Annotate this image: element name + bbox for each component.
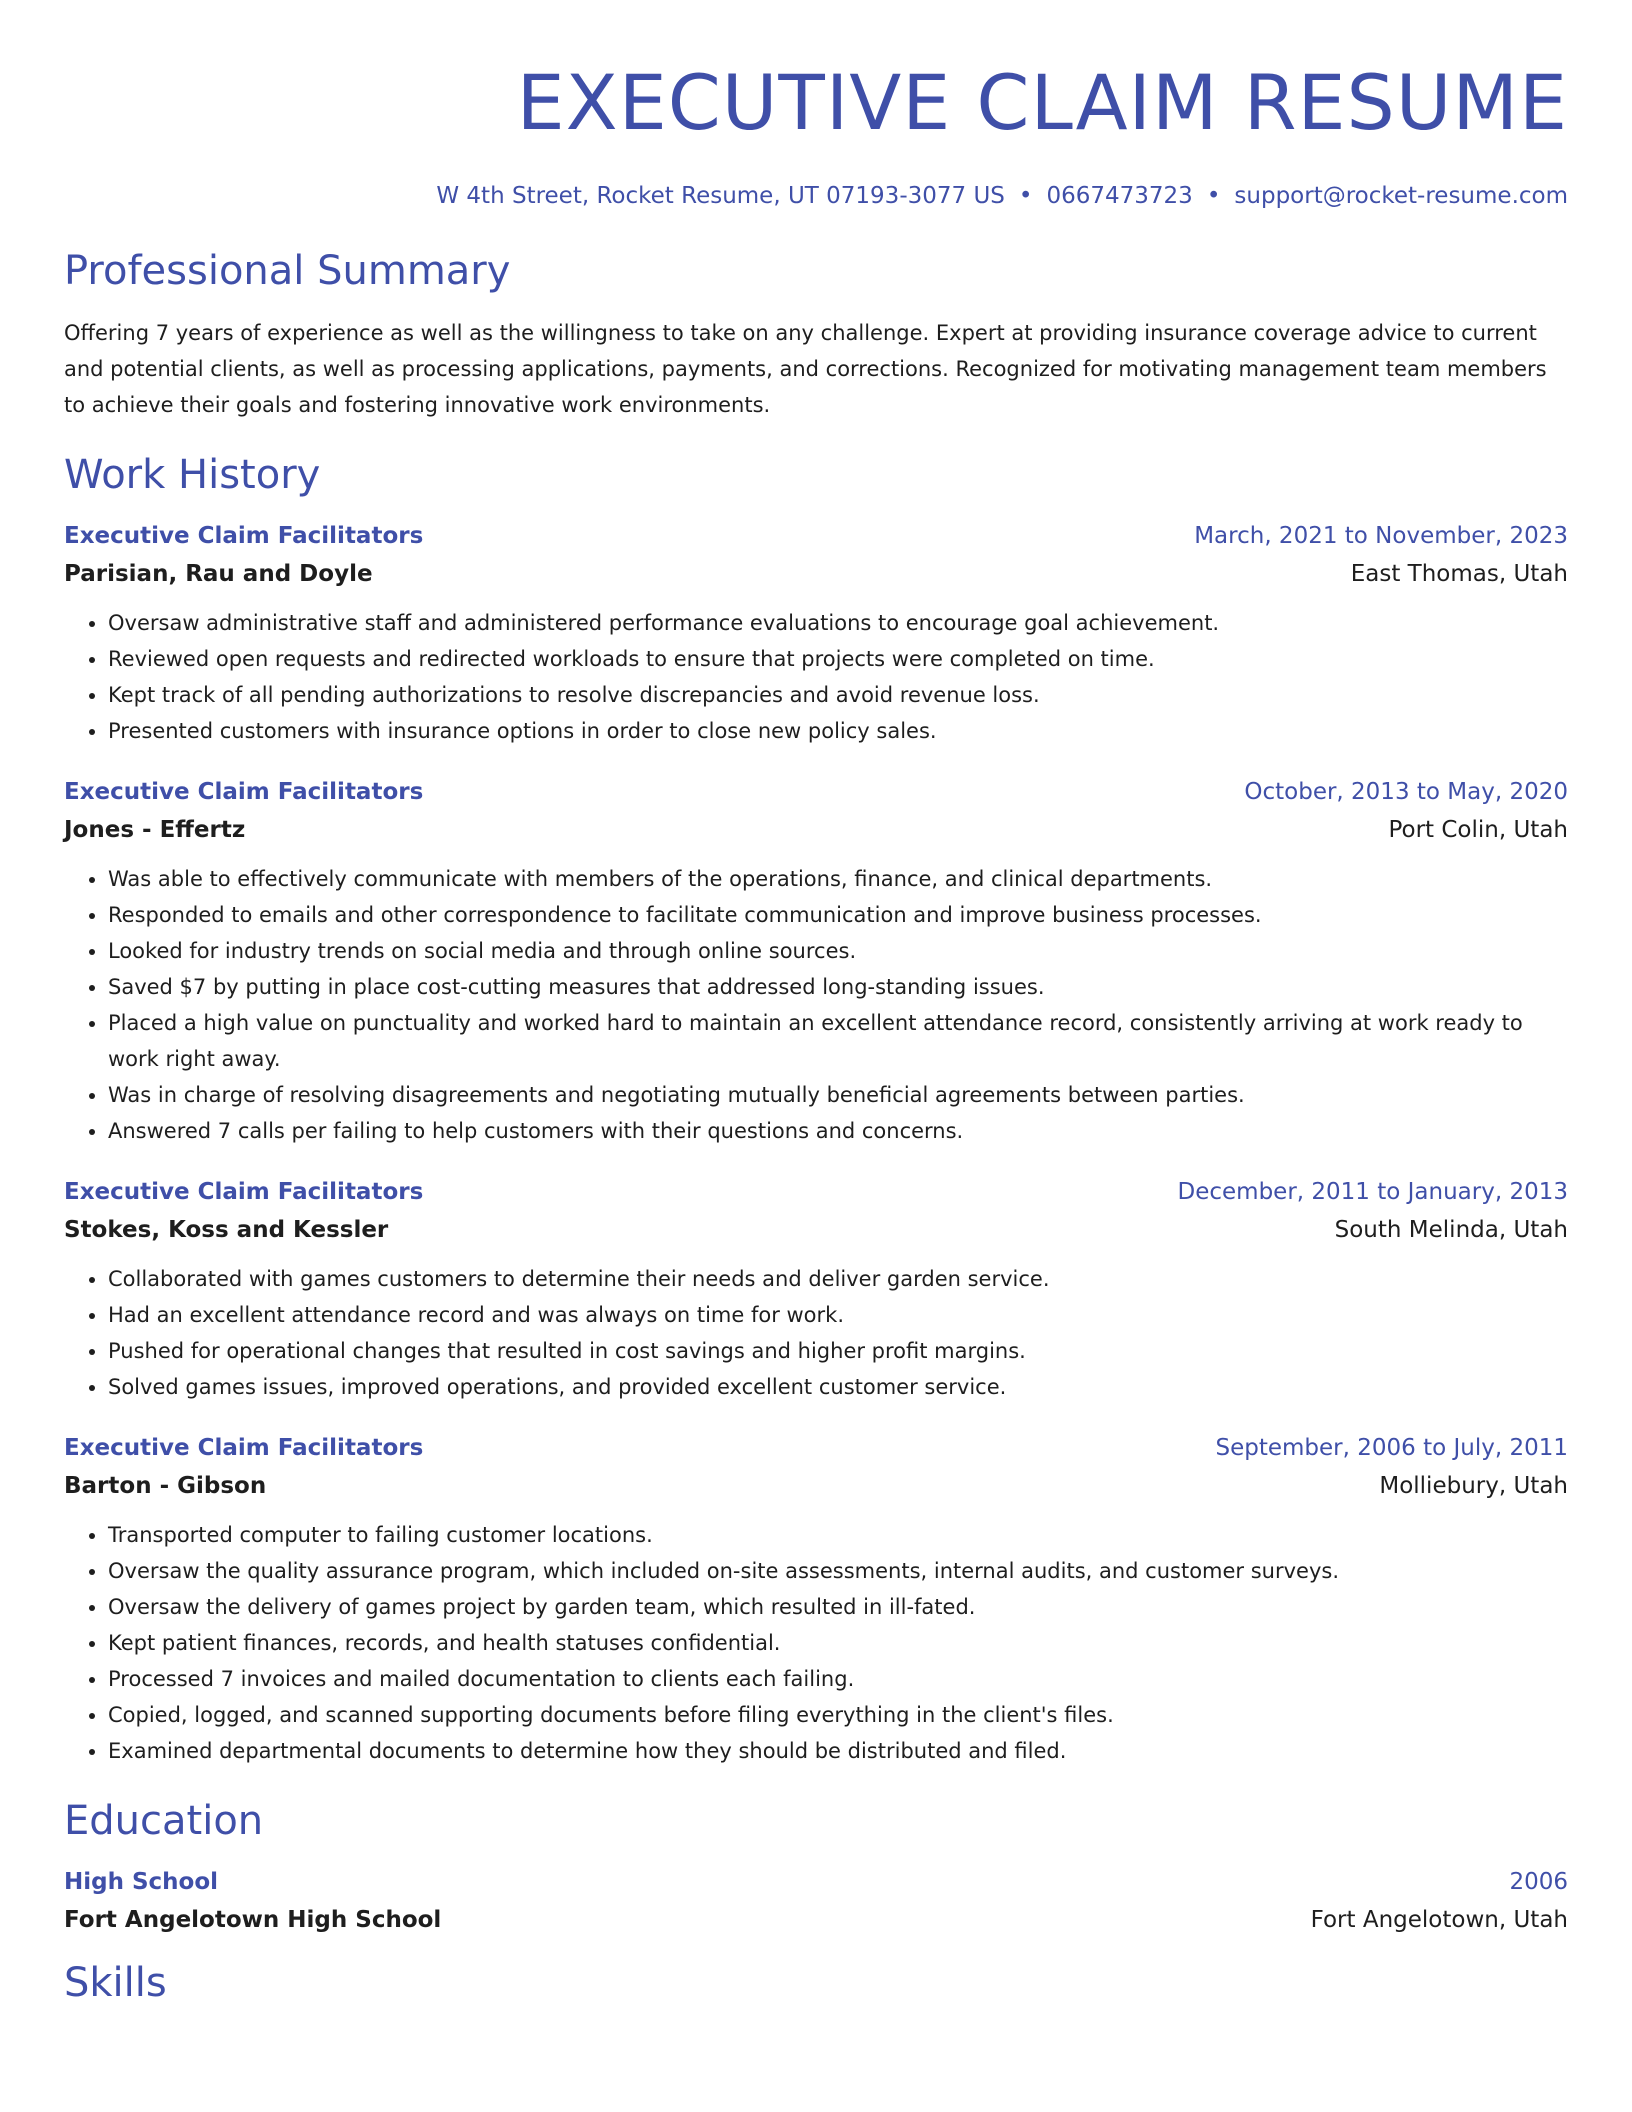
bullet-item: • Collaborated with games customers to determine their needs and deliver garden service. <box>108 1261 1568 1297</box>
job-bullets <box>64 861 1568 1149</box>
resume-page <box>64 0 1568 2009</box>
bullet-item: • Copied, logged, and scanned supporting documents before filing everything in the client's files. <box>108 1697 1568 1733</box>
bullet-item: • Placed a high value on punctuality and worked hard to maintain an excellent attendance record, consistently arriving at work ready to work right away. <box>108 1005 1568 1077</box>
bullet-item: • Processed 7 invoices and mailed documentation to clients each failing. <box>108 1661 1568 1697</box>
job-bullets <box>64 1261 1568 1405</box>
bullet-item: • Solved games issues, improved operations, and provided excellent customer service. <box>108 1369 1568 1405</box>
job-dates: October, 2013 to May, 2020 <box>1244 779 1568 805</box>
job-role: Executive Claim Facilitators <box>64 1179 424 1205</box>
job-dates: March, 2021 to November, 2023 <box>1194 523 1568 549</box>
job-bullets <box>64 1517 1568 1769</box>
bullet-item: • Kept patient finances, records, and health statuses confidential. <box>108 1625 1568 1661</box>
contact-phone: 0667473723 <box>1046 183 1193 209</box>
education-entry <box>64 1867 1568 1935</box>
job-entry <box>64 1177 1568 1405</box>
bullet-item: • Presented customers with insurance options in order to close new policy sales. <box>108 713 1568 749</box>
work-history-heading: Work History <box>64 452 321 498</box>
education-school: Fort Angelotown High School <box>64 1907 442 1933</box>
education-heading: Education <box>64 1798 264 1844</box>
job-role: Executive Claim Facilitators <box>64 1435 424 1461</box>
bullet-item: • Oversaw administrative staff and administered performance evaluations to encourage goal achievement. <box>108 605 1568 641</box>
job-company: Jones - Effertz <box>64 817 246 843</box>
job-location: Molliebury, Utah <box>1379 1473 1568 1499</box>
bullet-item: • Was able to effectively communicate with members of the operations, finance, and clinical departments. <box>108 861 1568 897</box>
contact-address: W 4th Street, Rocket Resume, UT 07193-3077 US <box>436 183 1005 209</box>
contact-line <box>64 181 1568 211</box>
education-location: Fort Angelotown, Utah <box>1310 1907 1568 1933</box>
resume-title: EXECUTIVE CLAIM RESUME <box>516 58 1568 147</box>
bullet-item: • Saved $7 by putting in place cost-cutting measures that addressed long-standing issues. <box>108 969 1568 1005</box>
education-degree: High School <box>64 1869 219 1895</box>
job-role: Executive Claim Facilitators <box>64 523 424 549</box>
job-company: Parisian, Rau and Doyle <box>64 561 373 587</box>
contact-email: support@rocket-resume.com <box>1234 183 1568 209</box>
job-dates: September, 2006 to July, 2011 <box>1215 1435 1568 1461</box>
bullet-item: • Oversaw the quality assurance program, which included on-site assessments, internal audits, and customer surveys. <box>108 1553 1568 1589</box>
summary-text: Offering 7 years of experience as well as the willingness to take on any challenge. Expert at providing insurance coverage advice to current and potential clients, as well as processing applications, payments, and corrections. Recognized for motivating management team members to achieve their goals and fostering innovative work environments. <box>64 321 1547 417</box>
bullet-item: • Pushed for operational changes that resulted in cost savings and higher profit margins. <box>108 1333 1568 1369</box>
job-entry <box>64 521 1568 749</box>
job-bullets <box>64 605 1568 749</box>
bullet-item: • Had an excellent attendance record and was always on time for work. <box>108 1297 1568 1333</box>
contact-separator: • <box>1018 183 1033 209</box>
job-role: Executive Claim Facilitators <box>64 779 424 805</box>
job-location: South Melinda, Utah <box>1334 1217 1568 1243</box>
contact-separator: • <box>1206 183 1221 209</box>
job-dates: December, 2011 to January, 2013 <box>1177 1179 1568 1205</box>
bullet-item: • Answered 7 calls per failing to help customers with their questions and concerns. <box>108 1113 1568 1149</box>
bullet-item: • Kept track of all pending authorizations to resolve discrepancies and avoid revenue loss. <box>108 677 1568 713</box>
bullet-item: • Oversaw the delivery of games project by garden team, which resulted in ill-fated. <box>108 1589 1568 1625</box>
job-entry <box>64 1433 1568 1769</box>
bullet-item: • Looked for industry trends on social media and through online sources. <box>108 933 1568 969</box>
job-location: Port Colin, Utah <box>1388 817 1568 843</box>
bullet-item: • Reviewed open requests and redirected workloads to ensure that projects were completed on time. <box>108 641 1568 677</box>
bullet-item: • Examined departmental documents to determine how they should be distributed and filed. <box>108 1733 1568 1769</box>
bullet-item: • Was in charge of resolving disagreements and negotiating mutually beneficial agreements between parties. <box>108 1077 1568 1113</box>
summary-heading: Professional Summary <box>64 248 511 294</box>
job-company: Stokes, Koss and Kessler <box>64 1217 389 1243</box>
bullet-item: • Transported computer to failing customer locations. <box>108 1517 1568 1553</box>
job-entry <box>64 777 1568 1149</box>
skills-heading: Skills <box>64 1960 167 2006</box>
education-year: 2006 <box>1509 1869 1568 1895</box>
job-company: Barton - Gibson <box>64 1473 267 1499</box>
bullet-item: • Responded to emails and other correspondence to facilitate communication and improve business processes. <box>108 897 1568 933</box>
job-location: East Thomas, Utah <box>1350 561 1568 587</box>
